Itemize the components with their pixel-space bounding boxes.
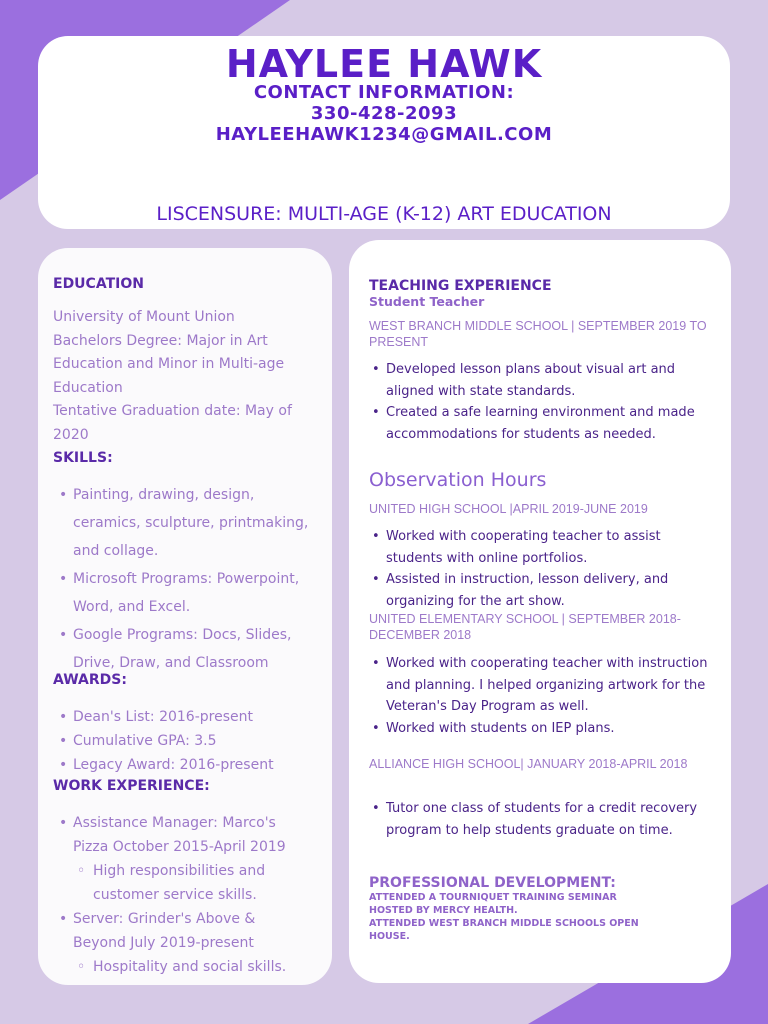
teaching-role: Student Teacher bbox=[369, 294, 485, 309]
teaching-title: TEACHING EXPERIENCE bbox=[369, 278, 552, 294]
list-item: • Painting, drawing, design, ceramics, sculpture, printmaking, and collage. bbox=[73, 481, 315, 565]
school-line: UNITED ELEMENTARY SCHOOL | SEPTEMBER 2018-DECEMBER 2018 bbox=[369, 612, 681, 642]
list-item: ◦ High responsibilities and customer service skills. bbox=[93, 859, 303, 907]
work-section bbox=[53, 778, 321, 794]
school-line: WEST BRANCH MIDDLE SCHOOL | SEPTEMBER 2019 TO PRESENT bbox=[369, 319, 707, 349]
work-list-wrap bbox=[53, 811, 303, 979]
list-item: • Legacy Award: 2016-present bbox=[73, 753, 321, 777]
right-column-card bbox=[349, 240, 731, 983]
email-address: HAYLEEHAWK1234@GMAIL.COM bbox=[215, 124, 553, 145]
education-line: Bachelors Degree: Major in Art bbox=[53, 332, 268, 349]
observation-school bbox=[369, 501, 714, 517]
education-line: Education bbox=[53, 379, 123, 396]
awards-list-wrap bbox=[53, 705, 321, 777]
list-item: • Worked with students on IEP plans. bbox=[386, 718, 714, 740]
skills-list bbox=[53, 481, 315, 677]
list-item: ◦ Hospitality and social skills. bbox=[93, 955, 303, 979]
job-label: Server: Grinder's Above & Beyond July 2019-present bbox=[73, 911, 256, 951]
observation-list bbox=[369, 798, 714, 841]
observation-list-wrap bbox=[369, 798, 714, 841]
observation-list bbox=[369, 653, 714, 739]
work-title: WORK EXPERIENCE: bbox=[53, 778, 210, 794]
education-line: Tentative Graduation date: May of bbox=[53, 403, 292, 419]
work-list bbox=[53, 811, 303, 979]
list-item bbox=[73, 811, 303, 907]
list-item: • Tutor one class of students for a credit recovery program to help students graduate on time. bbox=[386, 798, 714, 841]
observation-list-wrap bbox=[369, 653, 714, 739]
education-line: 2020 bbox=[53, 426, 89, 443]
list-item: • Developed lesson plans about visual art and aligned with state standards. bbox=[386, 359, 714, 402]
list-item bbox=[73, 907, 303, 979]
professional-development-section bbox=[369, 875, 714, 943]
awards-title: AWARDS: bbox=[53, 672, 127, 688]
job-details bbox=[73, 955, 303, 979]
observation-school bbox=[369, 611, 714, 643]
skills-section bbox=[53, 450, 321, 466]
education-line: Education and Minor in Multi-age bbox=[53, 356, 285, 372]
job-details bbox=[73, 859, 303, 907]
pd-line: HOUSE. bbox=[369, 931, 410, 942]
education-line: University of Mount Union bbox=[53, 309, 235, 325]
pd-line: HOSTED BY MERCY HEALTH. bbox=[369, 905, 518, 916]
licensure-line: LISCENSURE: MULTI-AGE (K-12) ART EDUCATION bbox=[156, 203, 612, 225]
phone-number: 330-428-2093 bbox=[310, 103, 458, 124]
pd-line: ATTENDED A TOURNIQUET TRAINING SEMINAR bbox=[369, 892, 617, 903]
list-item: • Worked with cooperating teacher with instruction and planning. I helped organizing artwork for the Veteran's Day Program as well. bbox=[386, 653, 714, 718]
job-label: Assistance Manager: Marco's Pizza October 2015-April 2019 bbox=[73, 815, 286, 855]
school-line: ALLIANCE HIGH SCHOOL| JANUARY 2018-APRIL 2018 bbox=[369, 757, 688, 771]
skills-title: SKILLS: bbox=[53, 450, 113, 466]
list-item: • Microsoft Programs: Powerpoint, Word, and Excel. bbox=[73, 565, 315, 621]
observation-section bbox=[369, 469, 714, 491]
resume-name: HAYLEE HAWK bbox=[225, 42, 543, 86]
contact-label: CONTACT INFORMATION: bbox=[253, 82, 515, 103]
teaching-section bbox=[369, 278, 714, 309]
list-item: • Worked with cooperating teacher to assist students with online portfolios. bbox=[386, 526, 714, 569]
school-line: UNITED HIGH SCHOOL |APRIL 2019-JUNE 2019 bbox=[369, 502, 648, 516]
skills-list-wrap bbox=[53, 481, 315, 677]
pd-line: ATTENDED WEST BRANCH MIDDLE SCHOOLS OPEN bbox=[369, 918, 639, 929]
awards-list bbox=[53, 705, 321, 777]
header-card bbox=[38, 36, 730, 229]
list-item: • Cumulative GPA: 3.5 bbox=[73, 729, 321, 753]
list-item: • Assisted in instruction, lesson delivery, and organizing for the art show. bbox=[386, 569, 714, 612]
observation-list bbox=[369, 526, 714, 612]
teaching-school bbox=[369, 318, 714, 350]
observation-title: Observation Hours bbox=[369, 469, 547, 491]
pd-title: PROFESSIONAL DEVELOPMENT: bbox=[369, 875, 616, 891]
teaching-list bbox=[369, 359, 714, 445]
list-item: • Dean's List: 2016-present bbox=[73, 705, 321, 729]
list-item: • Google Programs: Docs, Slides, Drive, Draw, and Classroom bbox=[73, 621, 315, 677]
education-details bbox=[53, 306, 321, 447]
left-column-card bbox=[38, 248, 332, 985]
list-item: • Created a safe learning environment and made accommodations for students as needed. bbox=[386, 402, 714, 445]
observation-list-wrap bbox=[369, 526, 714, 612]
education-title: EDUCATION bbox=[53, 276, 144, 292]
teaching-list-wrap bbox=[369, 359, 714, 445]
observation-school bbox=[369, 756, 714, 772]
education-section bbox=[53, 276, 321, 292]
awards-section bbox=[53, 672, 321, 688]
